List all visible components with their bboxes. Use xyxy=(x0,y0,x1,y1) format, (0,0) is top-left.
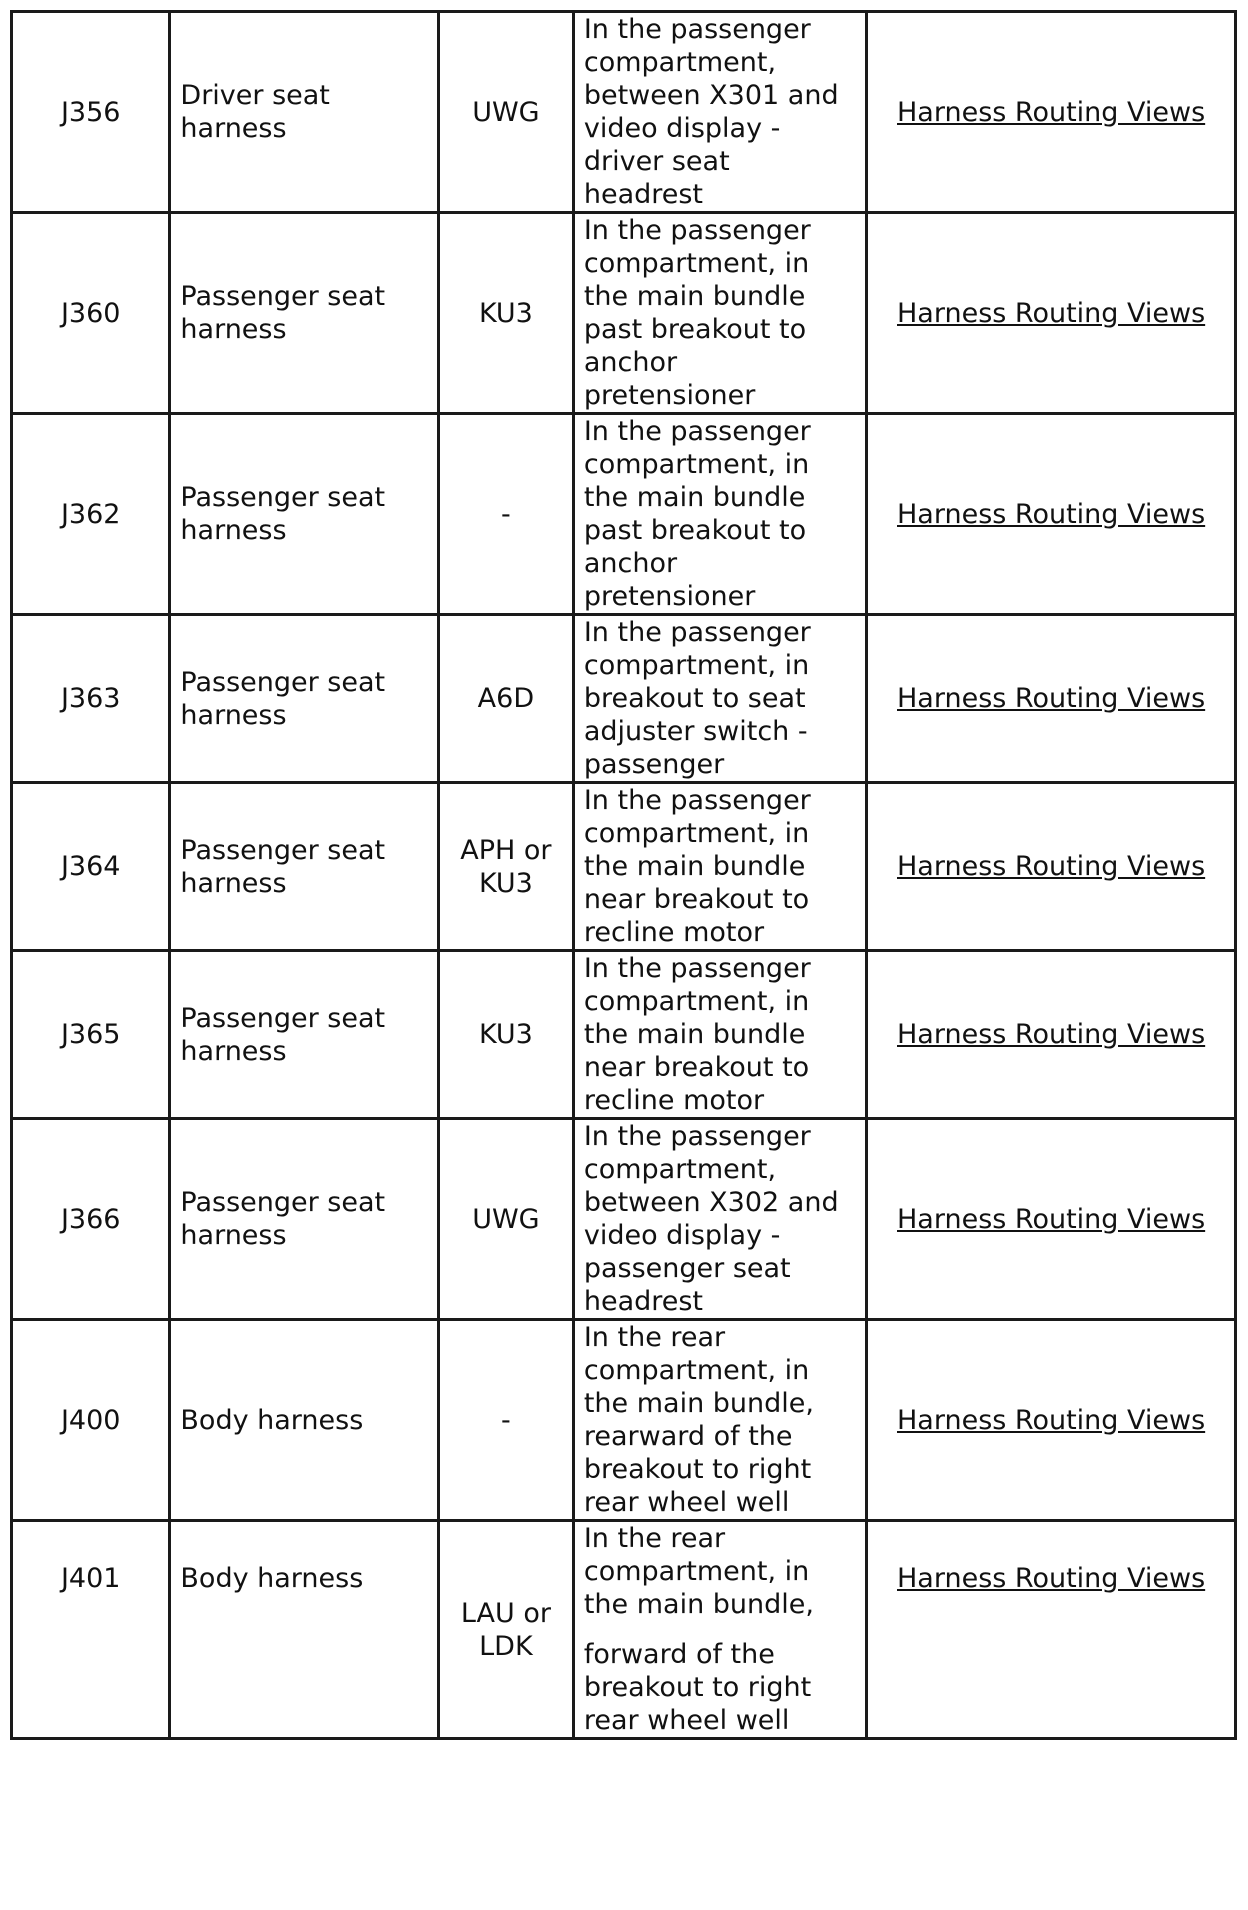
location-text-part-2: forward of the breakout to right rear wheel well xyxy=(583,1639,812,1736)
harness-routing-views-link[interactable]: Harness Routing Views xyxy=(897,851,1206,882)
table-row xyxy=(12,951,1236,1119)
harness-routing-views-link[interactable]: Harness Routing Views xyxy=(897,297,1206,329)
connector-id: J362 xyxy=(12,414,170,615)
harness-routing-views-link[interactable]: Harness Routing Views xyxy=(897,96,1206,128)
option-code: A6D xyxy=(438,615,573,783)
harness-name: Passenger seat harness xyxy=(170,213,439,414)
location-text: In the passenger compartment, in the main bundle near breakout to recline motor xyxy=(573,783,866,951)
table-row xyxy=(12,615,1236,783)
option-code: - xyxy=(438,414,573,615)
location-text: In the passenger compartment, between X301 and video display - driver seat headrest xyxy=(573,12,866,213)
location-text-part-1: In the rear compartment, in the main bundle, xyxy=(583,1523,814,1620)
option-code: UWG xyxy=(438,1119,573,1320)
harness-routing-views-link[interactable]: Harness Routing Views xyxy=(897,1203,1206,1235)
option-code: LAU or LDK xyxy=(438,1521,573,1739)
option-code: UWG xyxy=(438,12,573,213)
table-row xyxy=(12,1119,1236,1320)
connector-id: J401 xyxy=(12,1521,170,1739)
option-code: APH or KU3 xyxy=(438,783,573,951)
harness-routing-views-link[interactable]: Harness Routing Views xyxy=(897,498,1206,530)
location-text: In the passenger compartment, in breakout to seat adjuster switch - passenger xyxy=(573,615,866,783)
location-text: In the passenger compartment, in the main bundle past breakout to anchor pretensioner xyxy=(573,414,866,615)
harness-name: Body harness xyxy=(170,1320,439,1521)
harness-routing-views-link[interactable]: Harness Routing Views xyxy=(897,683,1206,714)
connector-id: J363 xyxy=(12,615,170,783)
harness-routing-views-link[interactable]: Harness Routing Views xyxy=(897,1019,1206,1050)
table-row xyxy=(12,1521,1236,1739)
harness-name: Passenger seat harness xyxy=(170,414,439,615)
connector-id: J365 xyxy=(12,951,170,1119)
location-text: In the passenger compartment, in the main bundle near breakout to recline motor xyxy=(573,951,866,1119)
option-code: - xyxy=(438,1320,573,1521)
harness-name: Passenger seat harness xyxy=(170,615,439,783)
connector-id: J356 xyxy=(12,12,170,213)
table-row xyxy=(12,12,1236,213)
table-row xyxy=(12,1320,1236,1521)
location-text: In the rear compartment, in the main bundle, rearward of the breakout to right rear wheel well xyxy=(573,1320,866,1521)
connector-id: J364 xyxy=(12,783,170,951)
table-row xyxy=(12,414,1236,615)
table-row xyxy=(12,783,1236,951)
harness-routing-views-link[interactable]: Harness Routing Views xyxy=(897,1404,1206,1436)
location-text xyxy=(573,1521,866,1739)
harness-name: Passenger seat harness xyxy=(170,783,439,951)
location-text: In the passenger compartment, between X302 and video display - passenger seat headrest xyxy=(573,1119,866,1320)
connector-id: J360 xyxy=(12,213,170,414)
option-code: KU3 xyxy=(438,213,573,414)
harness-name: Body harness xyxy=(170,1521,439,1739)
connector-id: J366 xyxy=(12,1119,170,1320)
location-text: In the passenger compartment, in the main bundle past breakout to anchor pretensioner xyxy=(573,213,866,414)
harness-name: Passenger seat harness xyxy=(170,1119,439,1320)
table-row xyxy=(12,213,1236,414)
connector-id: J400 xyxy=(12,1320,170,1521)
option-code: KU3 xyxy=(438,951,573,1119)
harness-name: Passenger seat harness xyxy=(170,951,439,1119)
harness-name: Driver seat harness xyxy=(170,12,439,213)
connector-table xyxy=(10,10,1237,1740)
harness-routing-views-link[interactable]: Harness Routing Views xyxy=(897,1563,1206,1594)
